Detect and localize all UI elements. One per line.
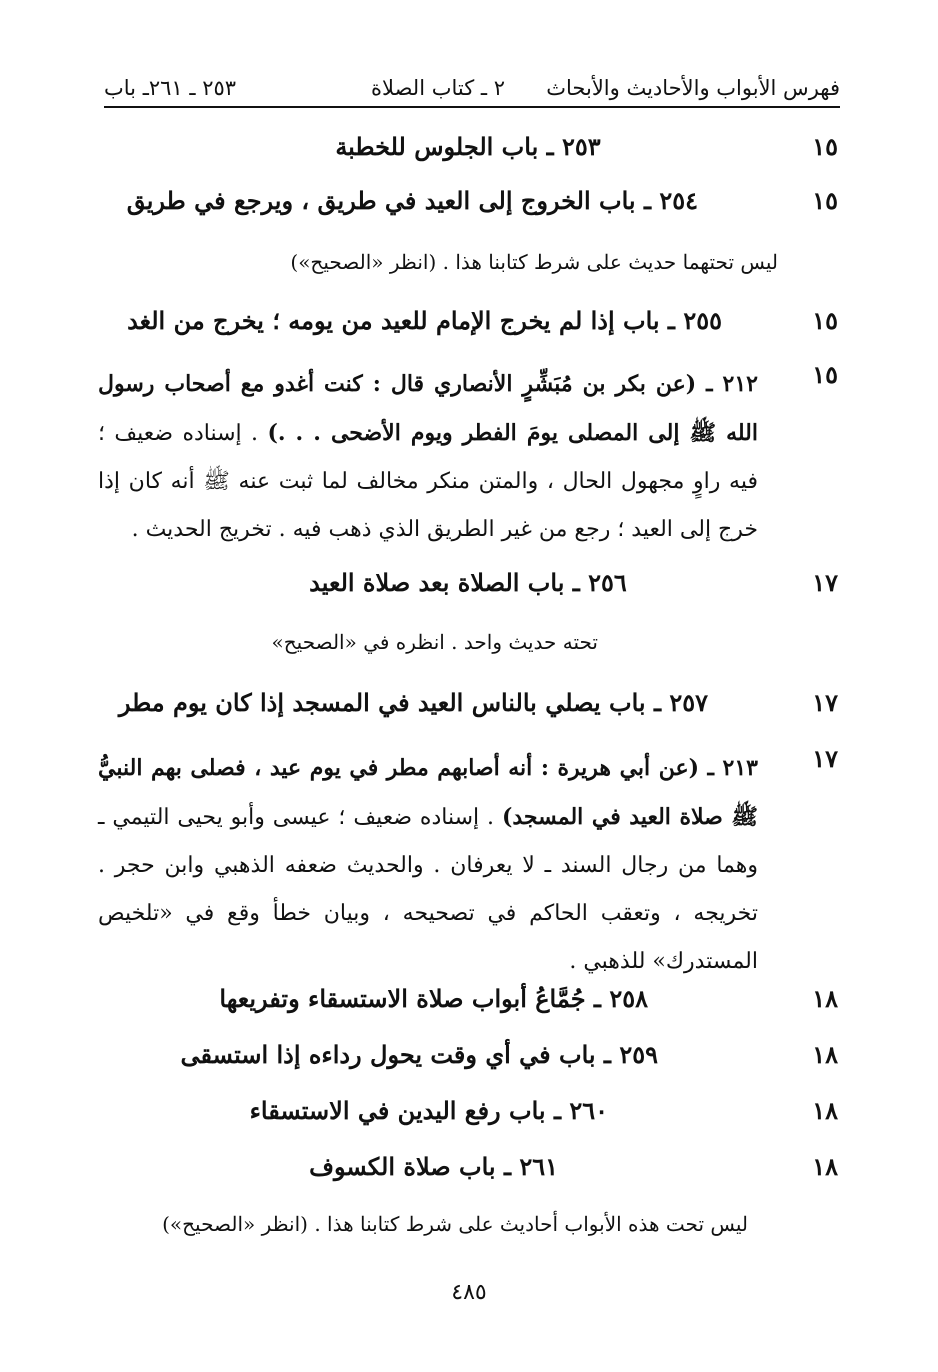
entry-page-number: ١٥: [812, 306, 838, 335]
index-entry: [98, 186, 838, 220]
index-entry: [98, 306, 838, 340]
hadith-entry: [98, 744, 758, 986]
header-index-title: فهرس الأبواب والأحاديث والأبحاث: [546, 76, 840, 100]
note-text: ليس تحتهما حديث على شرط كتابنا هذا . (انظر «الصحيح»): [290, 250, 778, 274]
entry-page-number: ١٨: [812, 1040, 838, 1069]
hadith-entry: [98, 360, 758, 554]
chapter-heading: ٢٥٥ ـ باب إذا لم يخرج الإمام للعيد من يومه ؛ يخرج من الغد: [127, 306, 722, 335]
chapter-heading: ٢٥٤ ـ باب الخروج إلى العيد في طريق ، ويرجع في طريق: [126, 186, 698, 215]
entry-page-number: ١٥: [812, 360, 838, 389]
chapter-heading: ٢٥٨ ـ جُمَّاعُ أبواب صلاة الاستسقاء وتفريعها: [219, 984, 648, 1013]
chapter-heading: ٢٥٦ ـ باب الصلاة بعد صلاة العيد: [309, 568, 627, 597]
index-entry: [98, 1152, 838, 1186]
index-entry: [98, 132, 838, 166]
index-entry: [98, 568, 838, 602]
chapter-heading: ٢٥٣ ـ باب الجلوس للخطبة: [335, 132, 601, 161]
index-entry: [98, 1096, 838, 1130]
chapter-heading: ٢٥٩ ـ باب في أي وقت يحول رداءه إذا استسقى: [180, 1040, 658, 1069]
running-header: [104, 72, 840, 108]
index-entry: [98, 360, 838, 550]
index-entry: [98, 984, 838, 1018]
entry-page-number: ١٧: [812, 688, 838, 717]
chapter-heading: ٢٥٧ ـ باب يصلي بالناس العيد في المسجد إذا كان يوم مطر: [118, 688, 708, 717]
chapter-heading: ٢٦١ ـ باب صلاة الكسوف: [309, 1152, 558, 1181]
index-entry: [98, 744, 838, 974]
entry-page-number: ١٥: [812, 132, 838, 161]
note-text: ليس تحت هذه الأبواب أحاديث على شرط كتابنا هذا . (انظر «الصحيح»): [162, 1212, 748, 1236]
entry-page-number: ١٨: [812, 1152, 838, 1181]
index-entry: [98, 688, 838, 722]
index-entry: [98, 1040, 838, 1074]
entry-page-number: ١٥: [812, 186, 838, 215]
note-text: تحته حديث واحد . انظره في «الصحيح»: [271, 630, 598, 654]
entry-page-number: ١٧: [812, 568, 838, 597]
header-chapter-range: ٢٥٣ ـ ٢٦١ـ باب: [104, 76, 237, 100]
header-book-title: ٢ ـ كتاب الصلاة: [371, 76, 505, 100]
hadith-commentary: . إسناده ضعيف ؛ فيه راوٍ مجهول الحال ، والمتن منكر مخالف لما ثبت عنه ﷺ أنه كان إذا خرج إلى العيد ؛ رجع من غير الطريق الذي ذهب فيه . تخريج الحديث .: [98, 421, 758, 542]
chapter-heading: ٢٦٠ ـ باب رفع اليدين في الاستسقاء: [249, 1096, 608, 1125]
hadith-text: ٢١٢ ـ (عن بكر بن مُبَشِّرٍ الأنصاري قال : كنت أغدو مع أصحاب رسول الله ﷺ إلى المصلى يومَ الفطر ويوم الأضحى . . .): [98, 371, 758, 446]
page-number: ٤٨٥: [451, 1280, 487, 1305]
hadith-commentary: . إسناده ضعيف ؛ عيسى وأبو يحيى التيمي ـ وهما من رجال السند ـ لا يعرفان . والحديث ضعفه الذهبي وابن حجر . تخريجه ، وتعقب الحاكم في تصحيحه ، وبيان خطأ وقع في «تلخيص المستدرك» للذهبي .: [98, 805, 758, 974]
entry-page-number: ١٧: [812, 744, 838, 773]
entry-page-number: ١٨: [812, 1096, 838, 1125]
entry-page-number: ١٨: [812, 984, 838, 1013]
hadith-text: ٢١٣ ـ (عن أبي هريرة : أنه أصابهم مطر في يوم عيد ، فصلى بهم النبيُّ ﷺ صلاة العيد في المسجد): [98, 755, 758, 830]
